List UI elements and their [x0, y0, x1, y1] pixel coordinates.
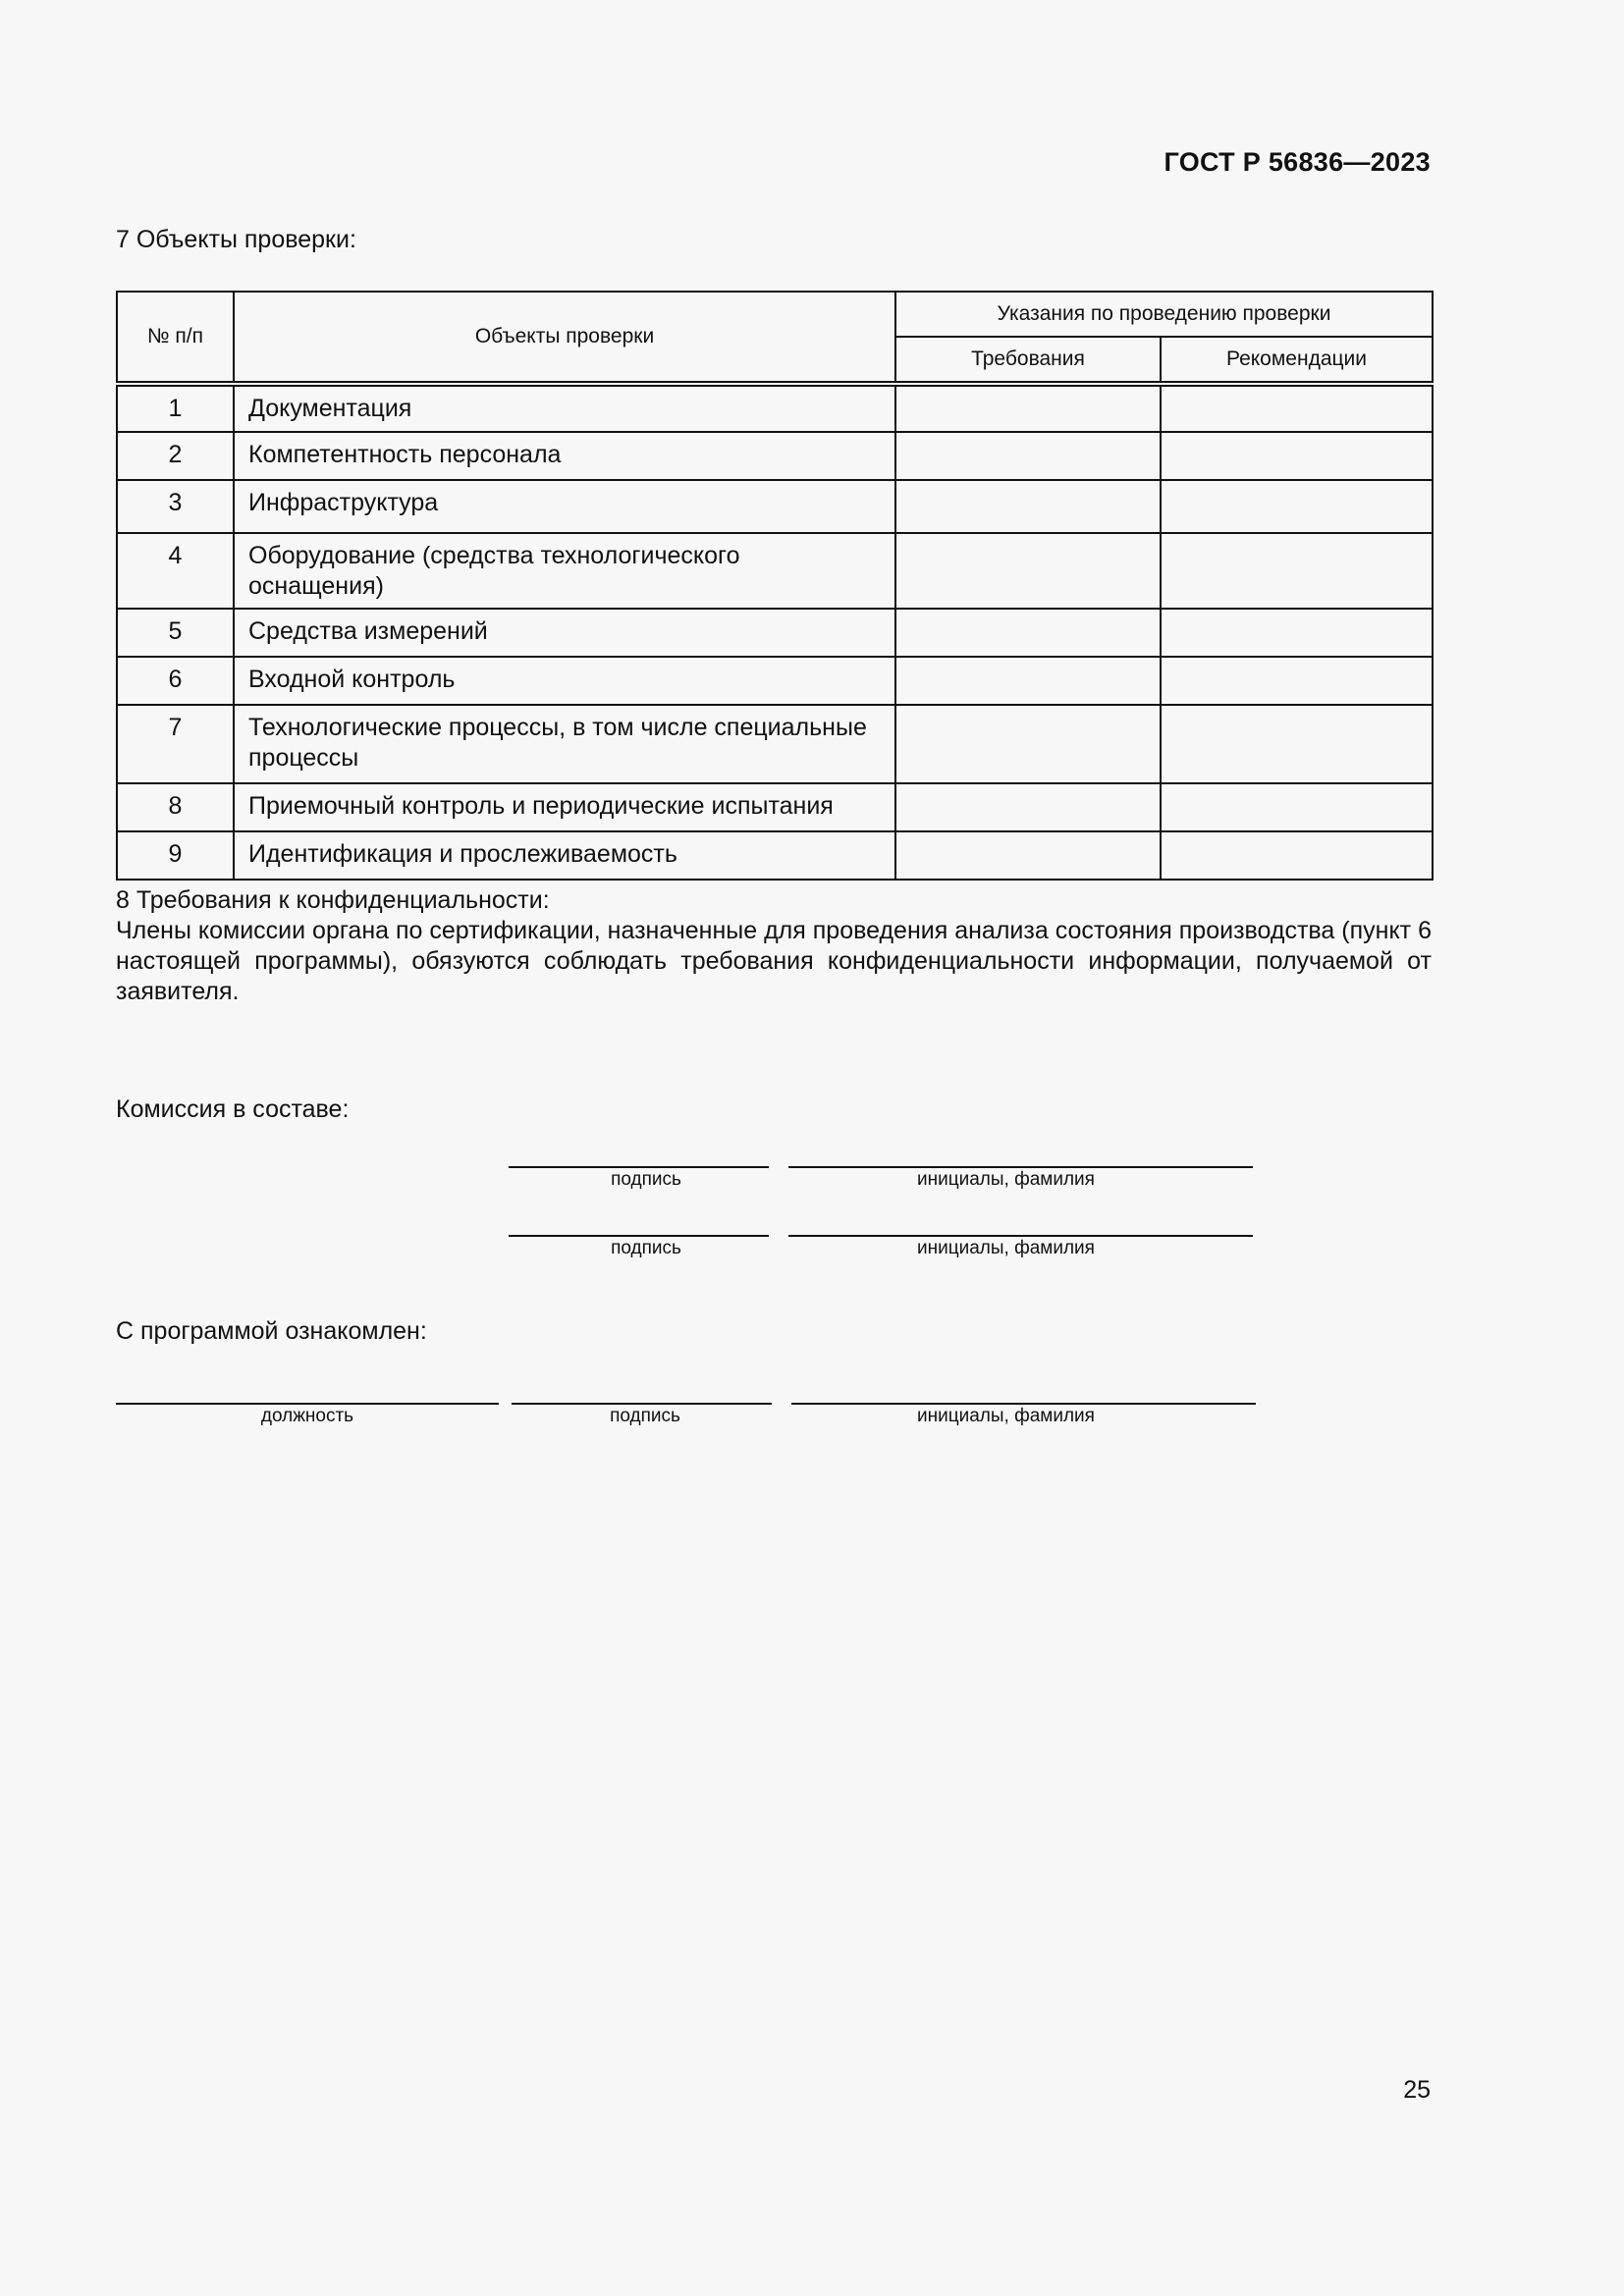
row-num: 5: [117, 609, 234, 657]
row-object: Средства измерений: [234, 609, 895, 657]
row-num: 3: [117, 480, 234, 533]
row-num: 4: [117, 533, 234, 609]
row-recommendations-cell: [1161, 432, 1433, 480]
row-object: Компетентность персонала: [234, 432, 895, 480]
ack-signature-label: подпись: [610, 1406, 680, 1426]
ack-position-label: должность: [260, 1406, 354, 1426]
row-object: Технологические процессы, в том числе специальные процессы: [234, 705, 895, 783]
section-7-title: 7 Объекты проверки:: [116, 226, 356, 253]
header-objects: Объекты проверки: [234, 292, 895, 384]
table-row: [117, 657, 1433, 705]
page-number: 25: [1403, 2076, 1431, 2104]
row-object: Оборудование (средства технологического оснащения): [234, 533, 895, 609]
row-recommendations-cell: [1161, 783, 1433, 831]
row-recommendations-cell: [1161, 831, 1433, 880]
row-num: 8: [117, 783, 234, 831]
row-recommendations-cell: [1161, 657, 1433, 705]
ack-signature-line: [512, 1403, 772, 1405]
ack-name-line: [791, 1403, 1256, 1405]
table-row: [117, 609, 1433, 657]
table-row: [117, 533, 1433, 609]
commission-name-line-2: [788, 1235, 1253, 1237]
row-requirements-cell: [895, 432, 1161, 480]
ack-name-label: инициалы, фамилия: [917, 1406, 1095, 1426]
row-object: Приемочный контроль и периодические испытания: [234, 783, 895, 831]
commission-signature-label-2: подпись: [611, 1238, 681, 1258]
row-recommendations-cell: [1161, 384, 1433, 432]
row-num: 9: [117, 831, 234, 880]
table-row: [117, 384, 1433, 432]
row-recommendations-cell: [1161, 609, 1433, 657]
commission-signature-label-1: подпись: [611, 1169, 681, 1190]
row-requirements-cell: [895, 783, 1161, 831]
row-num: 7: [117, 705, 234, 783]
header-recommendations: Рекомендации: [1161, 337, 1433, 384]
document-code: ГОСТ Р 56836—2023: [1164, 147, 1431, 177]
row-num: 2: [117, 432, 234, 480]
row-num: 1: [117, 384, 234, 432]
row-object: Входной контроль: [234, 657, 895, 705]
table-row: [117, 480, 1433, 533]
header-requirements: Требования: [895, 337, 1161, 384]
confidentiality-section: [116, 885, 1432, 1007]
row-requirements-cell: [895, 657, 1161, 705]
header-num: № п/п: [117, 292, 234, 384]
table-row: [117, 432, 1433, 480]
commission-name-line-1: [788, 1166, 1253, 1168]
row-object: Инфраструктура: [234, 480, 895, 533]
commission-signature-line-2: [509, 1235, 769, 1237]
commission-name-label-1: инициалы, фамилия: [917, 1169, 1095, 1190]
table-row: [117, 705, 1433, 783]
commission-label: Комиссия в составе:: [116, 1095, 350, 1123]
inspection-objects-table: [116, 291, 1434, 881]
section-8-title: 8 Требования к конфиденциальности:: [116, 886, 550, 914]
acknowledgement-label: С программой ознакомлен:: [116, 1317, 427, 1345]
row-requirements-cell: [895, 609, 1161, 657]
commission-signature-line-1: [509, 1166, 769, 1168]
row-requirements-cell: [895, 480, 1161, 533]
row-object: Документация: [234, 384, 895, 432]
row-object: Идентификация и прослеживаемость: [234, 831, 895, 880]
table-row: [117, 831, 1433, 880]
header-instructions: Указания по проведению проверки: [895, 292, 1433, 337]
row-num: 6: [117, 657, 234, 705]
commission-name-label-2: инициалы, фамилия: [917, 1238, 1095, 1258]
row-requirements-cell: [895, 533, 1161, 609]
row-recommendations-cell: [1161, 705, 1433, 783]
confidentiality-text: Члены комиссии органа по сертификации, назначенные для проведения анализа состояния производства (пункт 6 настоящей программы), обязуются соблюдать требования конфиденциальности информации, получаемой от заявителя.: [116, 917, 1432, 1005]
row-recommendations-cell: [1161, 480, 1433, 533]
row-recommendations-cell: [1161, 533, 1433, 609]
row-requirements-cell: [895, 705, 1161, 783]
table-row: [117, 783, 1433, 831]
row-requirements-cell: [895, 831, 1161, 880]
ack-position-line: [116, 1403, 499, 1405]
row-requirements-cell: [895, 384, 1161, 432]
